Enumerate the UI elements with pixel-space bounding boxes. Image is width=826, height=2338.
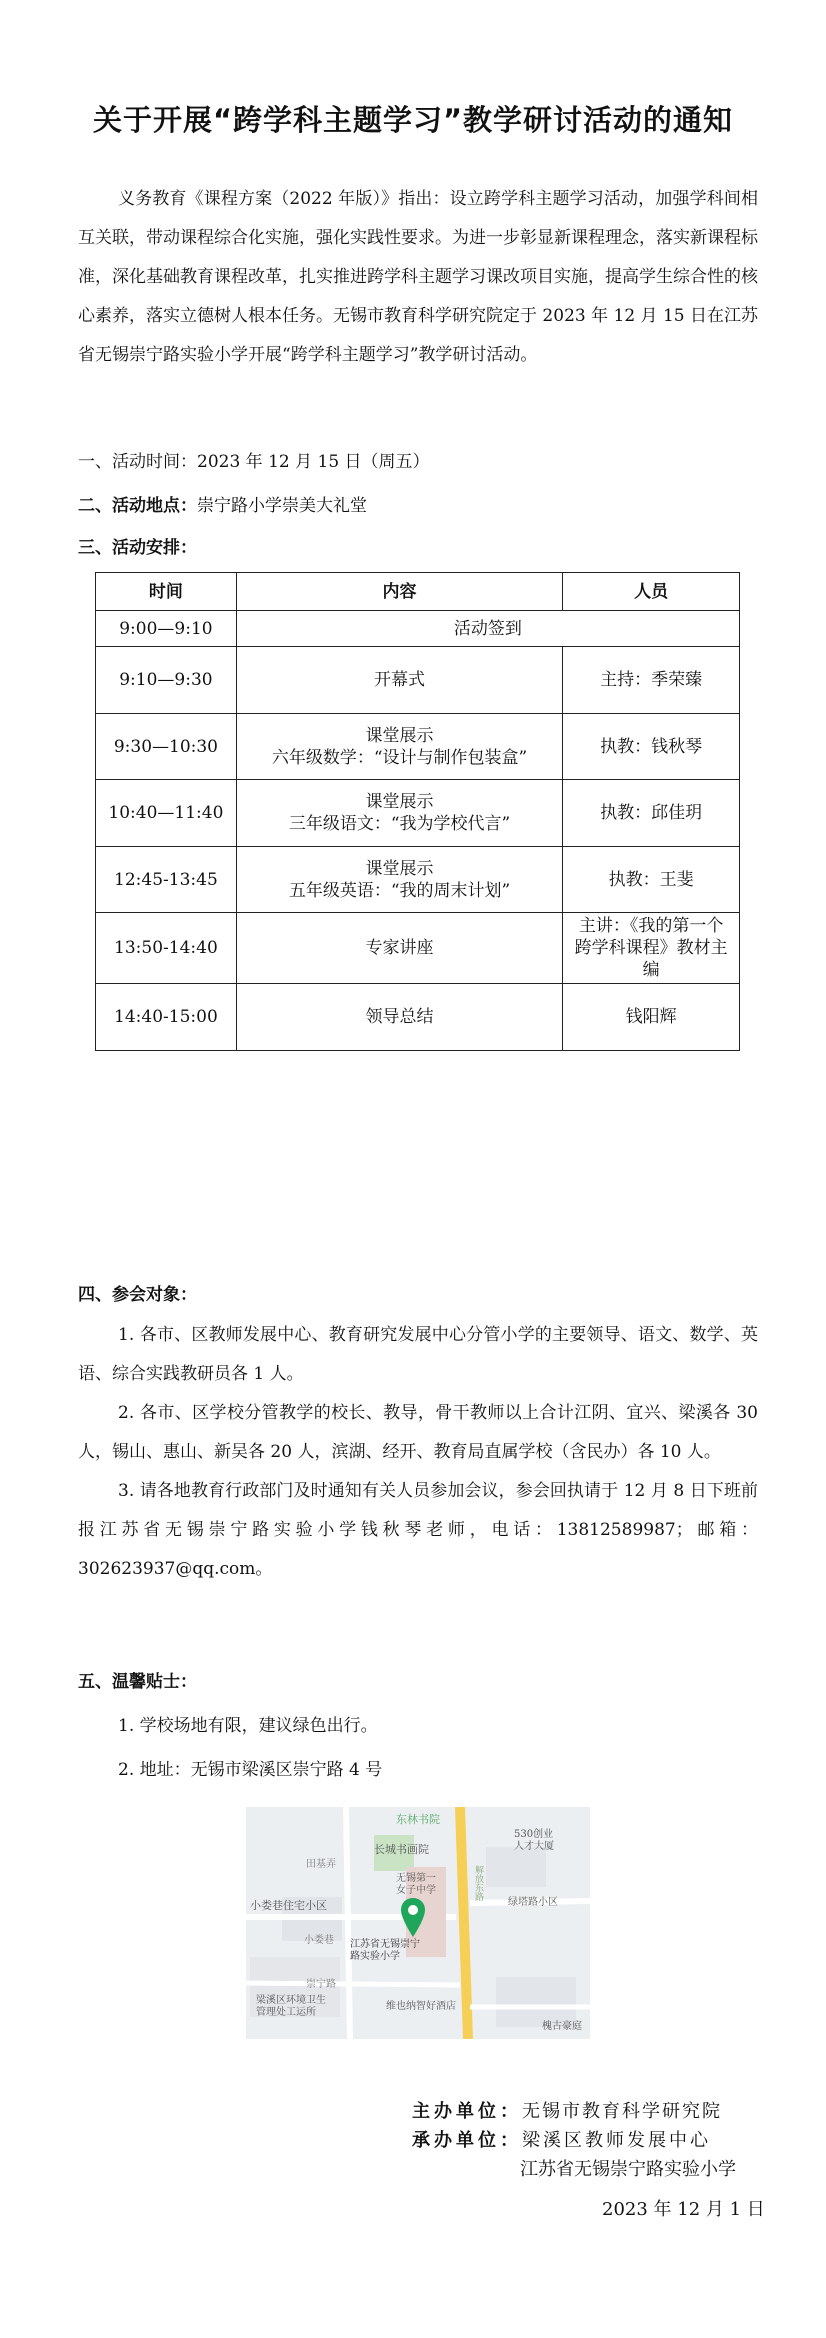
section-location-label: 二、活动地点： [78,496,197,516]
map-label: 东林书院 [396,1813,440,1826]
map-label: 小娄巷 [304,1935,334,1946]
row-person: 执教：王斐 [563,847,740,913]
row-content: 专家讲座 [236,913,562,984]
row-content: 活动签到 [236,611,739,647]
row-time: 13:50-14:40 [96,913,237,984]
location-pin-icon[interactable] [400,1897,426,1939]
map-label: 槐古豪庭 [542,2021,582,2032]
tip-item: 1. 学校场地有限，建议绿色出行。 [118,1716,378,1736]
row-time: 14:40-15:00 [96,984,237,1051]
row-person: 执教：钱秋琴 [563,714,740,780]
section-schedule-label: 三、活动安排： [78,538,197,558]
tip-address: 2. 地址：无锡市梁溪区崇宁路 4 号 [118,1760,383,1780]
table-header-row [96,573,740,611]
row-time: 9:30—10:30 [96,714,237,780]
schedule-table [95,572,740,1051]
section-time-value: 2023 年 12 月 15 日（周五） [197,452,430,472]
section-time [78,450,430,474]
row-content: 课堂展示 六年级数学：“设计与制作包装盒” [236,714,562,780]
row-content: 开幕式 [236,647,562,714]
intro-text: 义务教育《课程方案（2022 年版）》指出：设立跨学科主题学习活动，加强学科间相互关联，带动课程综合化实施，强化实践性要求。为进一步彰显新课程理念，落实新课程标准，深化基础教育课程改革，扎实推进跨学科主题学习课改项目实施，提高学生综合性的核心素养，落实立德树人根本任务。无锡市教育科学研究院定于 2023 年 12 月 15 日在江苏省无锡崇宁路实验小学开展“跨学科主题学习”教学研讨活动。 [78,189,758,365]
map-label: 小娄巷住宅小区 [250,1899,327,1912]
map-label: 田基弄 [306,1859,336,1870]
map-label: 崇宁路 [306,1979,336,1990]
header-content: 内容 [236,573,562,611]
header-time: 时间 [96,573,237,611]
row-time: 9:10—9:30 [96,647,237,714]
map-label: 无锡第一 女子中学 [396,1873,436,1896]
host-name: 无锡市教育科学研究院 [522,2101,722,2122]
row-person: 主讲：《我的第一个跨学科课程》教材主编 [563,913,740,984]
map-label: 解放东路 [473,1865,483,1901]
section-location [78,494,367,518]
row-time: 10:40—11:40 [96,780,237,847]
row-content: 课堂展示 五年级英语：“我的周末计划” [236,847,562,913]
co-name-1: 梁溪区教师发展中心 [522,2130,711,2151]
table-row [96,611,740,647]
attendee-item: 3. 请各地教育行政部门及时通知有关人员参加会议，参会回执请于 12 月 8 日下班前报江苏省无锡崇宁路实验小学钱秋琴老师，电话：13812589987；邮箱：302623937@qq.com。 [78,1481,758,1579]
row-content: 课堂展示 三年级语文：“我为学校代言” [236,780,562,847]
row-time: 9:00—9:10 [96,611,237,647]
map-label: 绿塔路小区 [508,1897,558,1908]
host-line [412,2098,722,2126]
table-row [96,647,740,714]
table-row [96,714,740,780]
table-row [96,847,740,913]
table-row [96,984,740,1051]
section-attendees-label: 四、参会对象： [78,1285,197,1305]
page-title: 关于开展“跨学科主题学习”教学研讨活动的通知 [92,103,734,137]
map-label: 梁溪区环境卫生 管理处工运所 [256,1995,326,2018]
map-label: 长城书画院 [374,1843,429,1856]
section-location-value: 崇宁路小学崇美大礼堂 [197,496,367,516]
table-row [96,913,740,984]
row-person: 主持：季荣臻 [563,647,740,714]
host-label: 主办单位： [412,2101,522,2122]
section-time-label: 一、活动时间： [78,452,197,472]
map-label: 江苏省无锡崇宁 路实验小学 [350,1939,420,1962]
table-row [96,780,740,847]
co-label: 承办单位： [412,2130,522,2151]
header-person: 人员 [563,573,740,611]
intro-paragraph [78,180,758,375]
row-time: 12:45-13:45 [96,847,237,913]
co-name-2: 江苏省无锡崇宁路实验小学 [520,2159,736,2180]
co-organizer-line [412,2127,711,2155]
row-person: 钱阳辉 [563,984,740,1051]
section-tips-label: 五、温馨贴士： [78,1672,197,1692]
attendee-item: 1. 各市、区教师发展中心、教育研究发展中心分管小学的主要领导、语文、数学、英语、综合实践教研员各 1 人。 [78,1325,758,1384]
row-person: 执教：邱佳玥 [563,780,740,847]
row-content: 领导总结 [236,984,562,1051]
attendees-list [78,1316,758,1589]
issue-date: 2023 年 12 月 1 日 [602,2199,765,2220]
attendee-item: 2. 各市、区学校分管教学的校长、教导，骨干教师以上合计江阴、宜兴、梁溪各 30 人，锡山、惠山、新吴各 20 人，滨湖、经开、教育局直属学校（含民办）各 10 人。 [78,1403,758,1462]
location-map[interactable] [246,1807,590,2039]
map-label: 530创业 人才大厦 [514,1829,554,1852]
map-label: 维也纳智好酒店 [386,2001,456,2012]
